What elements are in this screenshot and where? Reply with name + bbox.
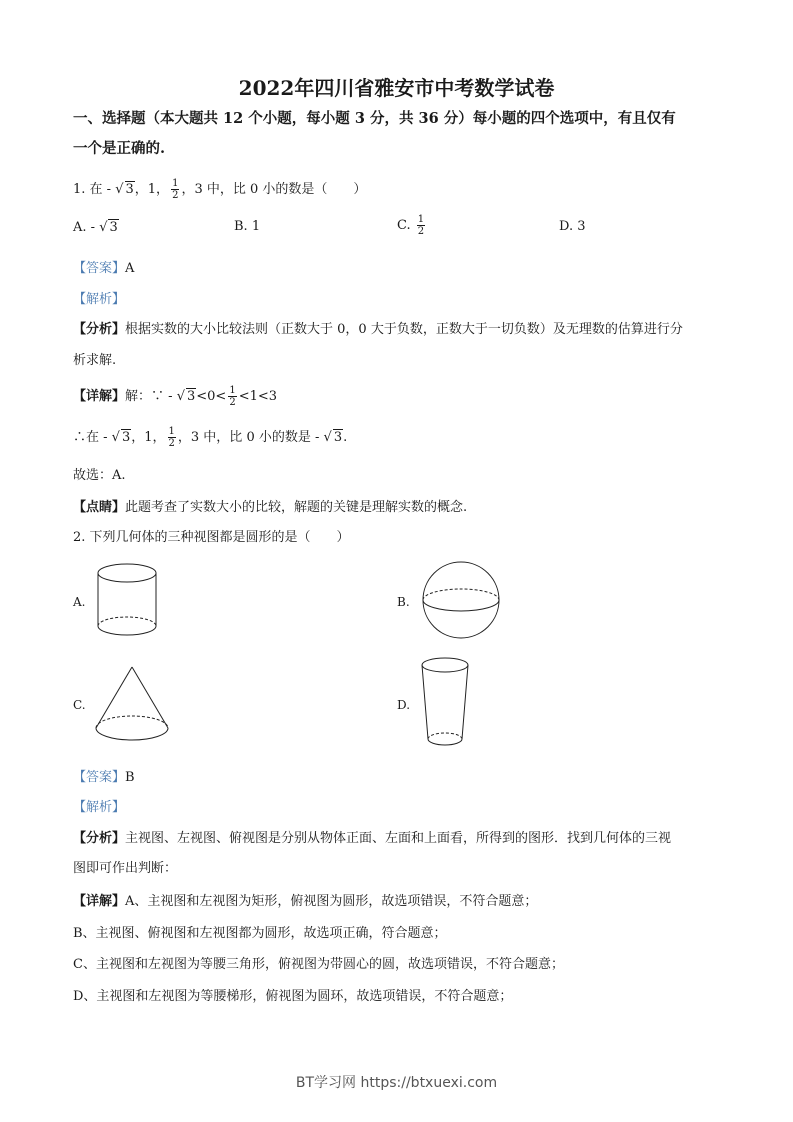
cylinder-figure (96, 563, 158, 639)
q1-analysis-label: 【解析】 (73, 292, 126, 307)
sqrt-3: 3 (125, 182, 134, 197)
footer-watermark: BT学习网 https://btxuexi.com (295, 1075, 498, 1091)
section-heading (73, 104, 733, 164)
q1-option-a: A. - √ 3 (73, 220, 118, 235)
q2-analysis-label: 【解析】 (73, 800, 126, 815)
q1-detail: 【详解】解：∵ - √ 3<0< $\frac{1}{2}$ <1<3 (73, 385, 278, 408)
q2-fenxi: 【分析】主视图、左视图、俯视图是分别从物体正面、左面和上面看，所得到的图形．找到几何体的三视 (73, 831, 672, 846)
q1-fenxi-cont: 析求解. (73, 353, 117, 368)
cup-figure (421, 657, 471, 753)
section-heading-line1: 一、选择题（本大题共 12 个小题，每小题 3 分，共 36 分）每小题的四个选项中，有且仅有 (73, 110, 676, 127)
q1-stem: 1. 在 - √ 3，1， $\frac{1}{2}$ ，3 中，比 0 小的数是（ ） (73, 178, 367, 201)
cone-figure (95, 666, 171, 744)
q2-stem: 2. 下列几何体的三种视图都是圆形的是（ ） (73, 530, 350, 545)
q2-figure-c-label: C. (73, 698, 86, 712)
q1-answer: 【答案】A (73, 261, 135, 276)
q2-detail-c: C、主视图和左视图为等腰三角形，俯视图为带圆心的圆，故选项错误，不符合题意； (73, 957, 564, 972)
fraction-half: $\frac{1}{2}$ (172, 178, 179, 201)
q1-fenxi: 【分析】根据实数的大小比较法则（正数大于 0，0 大于负数，正数大于一切负数）及无理数的估算进行分 (73, 322, 683, 337)
q1-therefore: ∴在 - √ 3，1， $\frac{1}{2}$ ，3 中，比 0 小的数是 - √ 3. (73, 426, 348, 449)
q2-detail-d: D、主视图和左视图为等腰梯形，俯视图为圆环，故选项错误，不符合题意； (73, 989, 513, 1004)
q1-option-c: C. $\frac{1}{2}$ (397, 214, 425, 237)
q1-comment: 【点睛】此题考查了实数大小的比较，解题的关键是理解实数的概念. (73, 500, 468, 515)
q2-fenxi-cont: 图即可作出判断： (73, 861, 178, 876)
q1-options (0, 214, 793, 239)
q2-figure-a-label: A. (73, 595, 86, 609)
section-heading-line2: 一个是正确的. (73, 140, 166, 157)
q1-choose: 故选：A. (73, 468, 126, 483)
q1-option-d: D. 3 (559, 219, 586, 234)
q2-figure-b-label: B. (397, 595, 410, 609)
page-title: 2022年四川省雅安市中考数学试卷 (238, 76, 555, 100)
sphere-figure (421, 563, 501, 639)
q2-detail-a: 【详解】A、主视图和左视图为矩形，俯视图为圆形，故选项错误，不符合题意； (73, 894, 538, 909)
q2-answer: 【答案】B (73, 770, 135, 785)
q2-figure-d-label: D. (397, 698, 411, 712)
q1-option-b: B. 1 (234, 219, 261, 234)
q2-detail-b: B、主视图、俯视图和左视图都为圆形，故选项正确，符合题意； (73, 926, 447, 941)
